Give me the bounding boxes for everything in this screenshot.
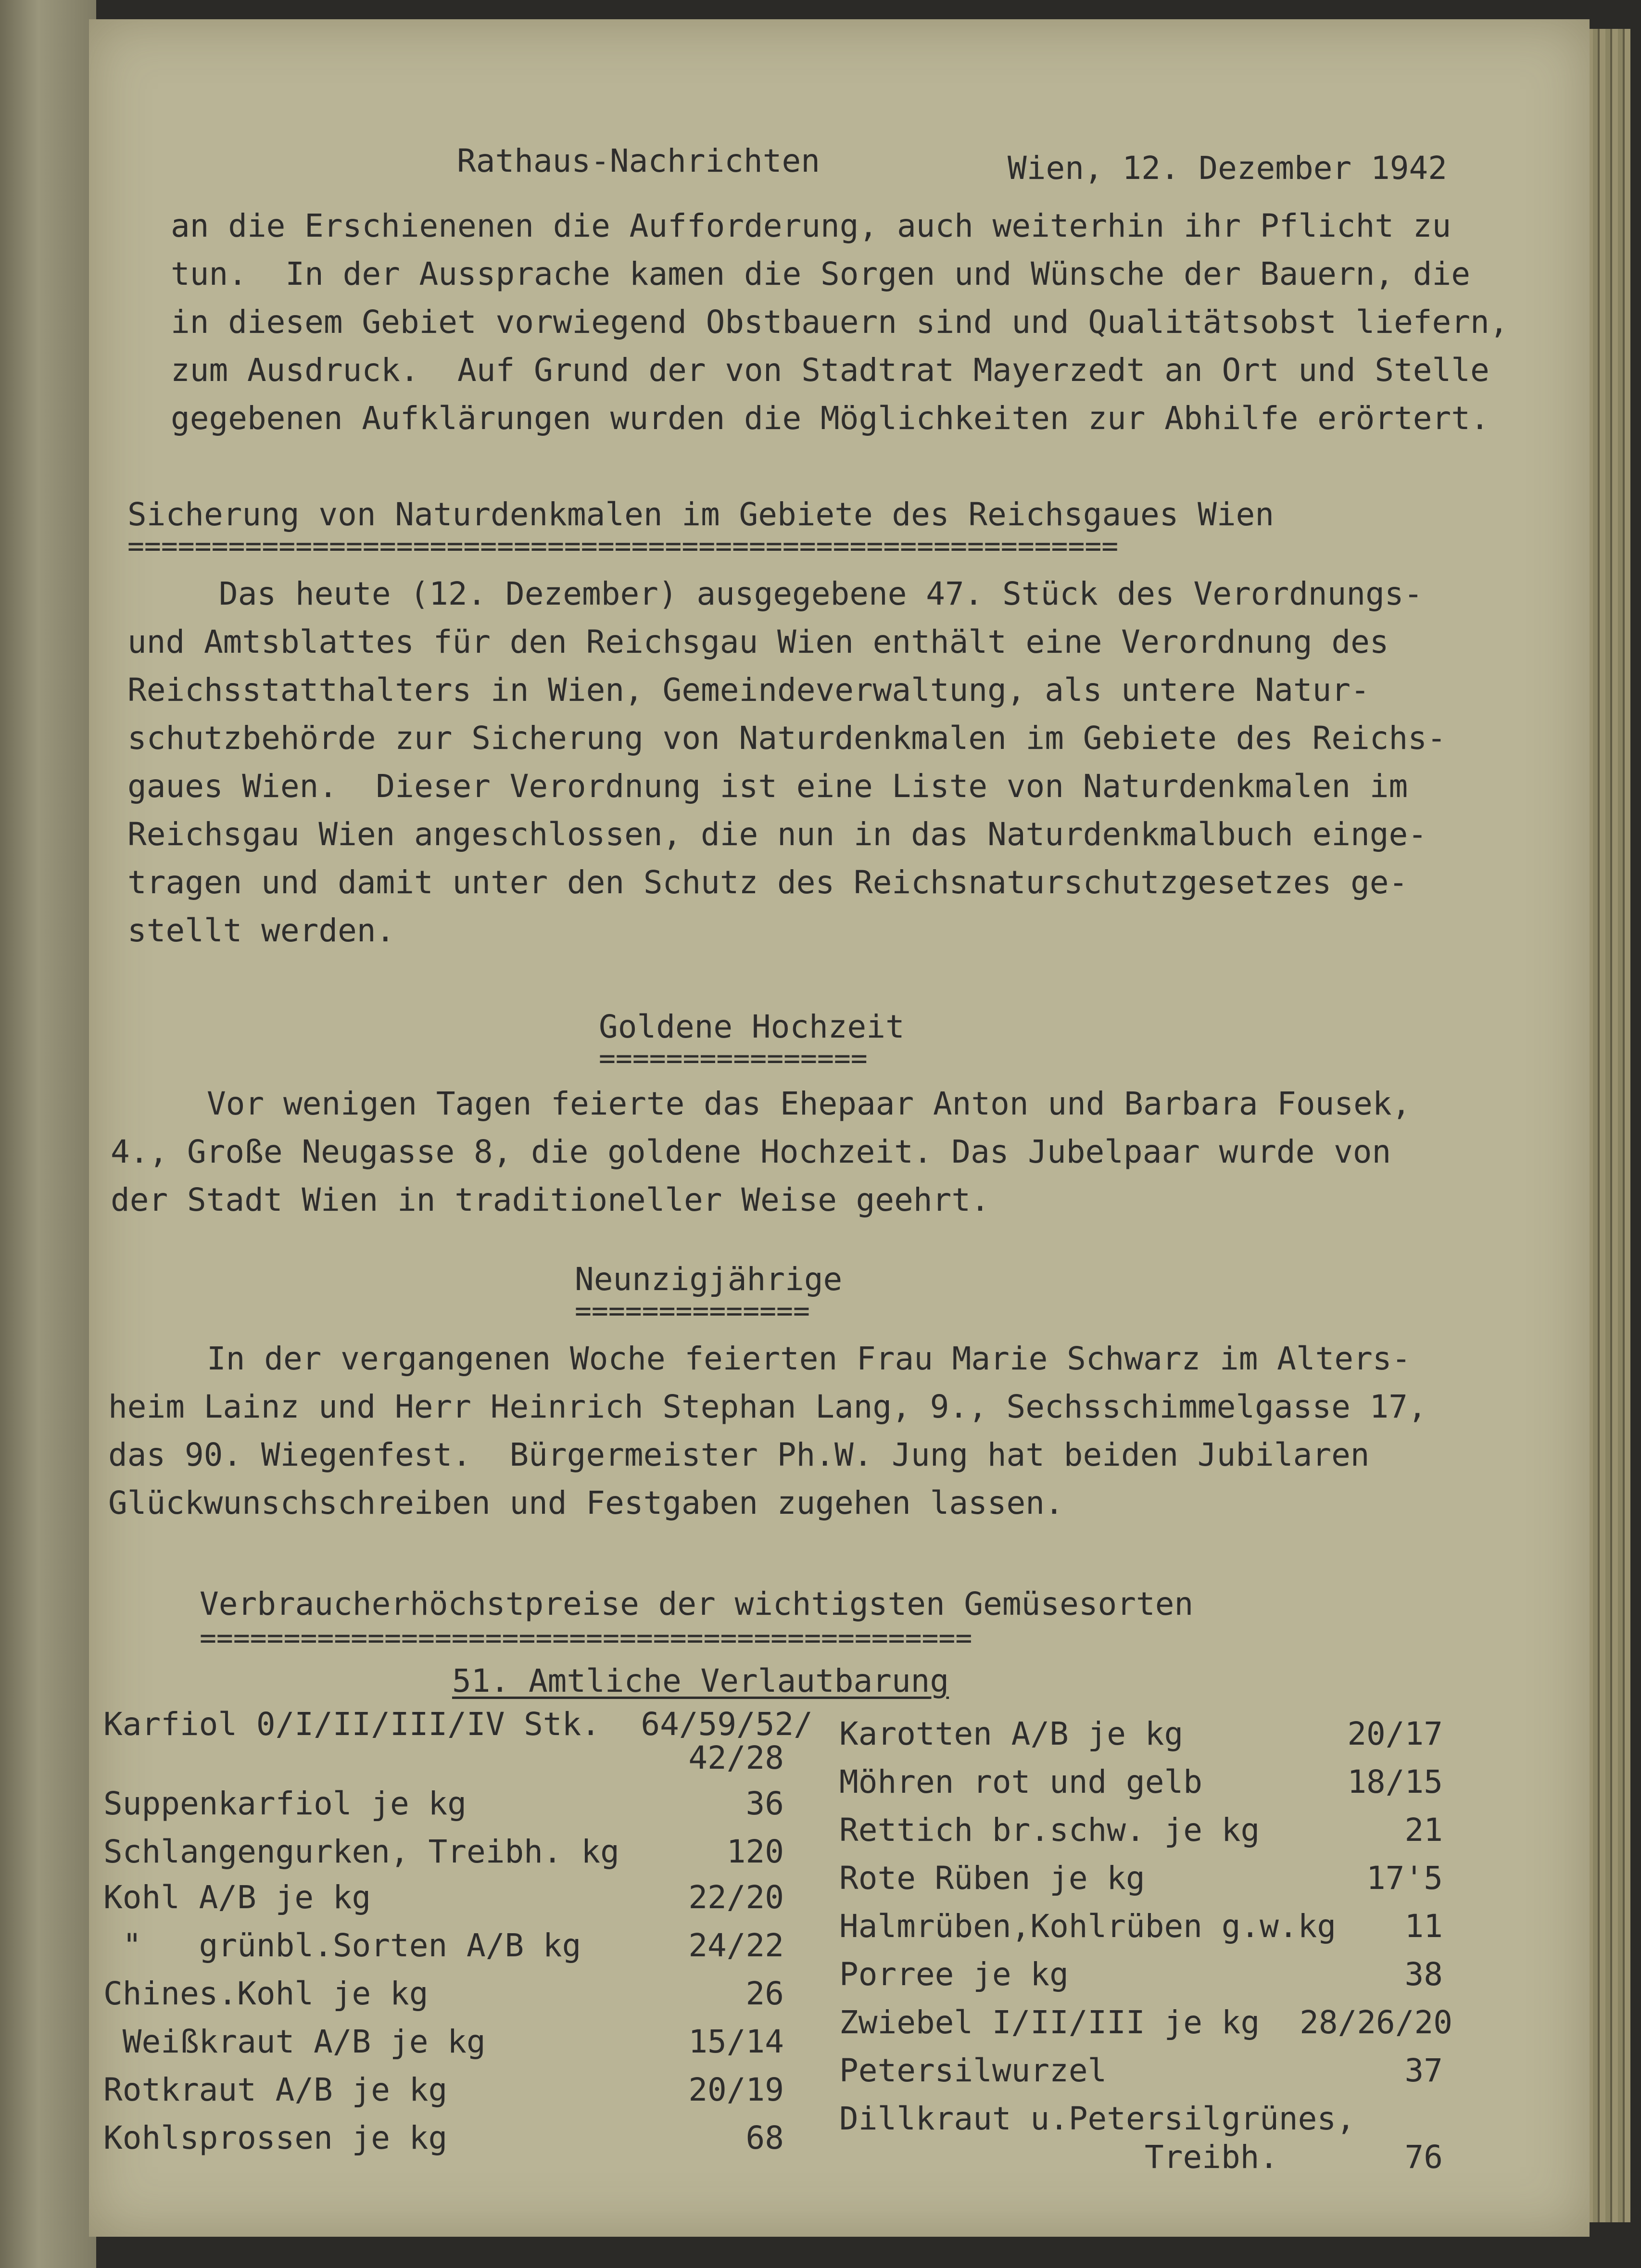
paragraph-line: und Amtsblattes für den Reichsgau Wien enthält eine Verordnung des [127,623,1389,660]
price-item-value: 17'5 [1366,1860,1443,1897]
heading-rule: ============== [575,1299,810,1323]
paragraph-line: Das heute (12. Dezember) ausgegebene 47. Stück des Verordnungs- [219,575,1423,612]
price-item-value: 120 [726,1833,784,1870]
price-item-name-continued: Treibh. [1145,2139,1279,2176]
price-item-value: 11 [1404,1908,1443,1945]
price-item-name: Porree je kg [839,1956,1069,1993]
price-list-subheading: 51. Amtliche Verlautbarung [452,1662,949,1699]
paragraph-line: Reichsstatthalters in Wien, Gemeindeverwaltung, als untere Natur- [127,672,1370,709]
paragraph-line: heim Lainz und Herr Heinrich Stephan Lang, 9., Sechsschimmelgasse 17, [108,1388,1427,1425]
price-item-name: Chines.Kohl je kg [103,1975,429,2012]
header-date: Wien, 12. Dezember 1942 [1008,150,1447,187]
header-title: Rathaus-Nachrichten [457,142,820,179]
price-item-name: Kohl A/B je kg [103,1879,371,1916]
price-item-name: Schlangengurken, Treibh. kg [103,1833,619,1870]
paragraph-line: In der vergangenen Woche feierten Frau Marie Schwarz im Alters- [207,1340,1411,1377]
section-heading-preise: Verbraucherhöchstpreise der wichtigsten Gemüsesorten [200,1585,1194,1622]
price-item-name: Karotten A/B je kg [839,1715,1184,1752]
price-item-name: Petersilwurzel [839,2052,1107,2089]
intro-line-1: an die Erschienenen die Aufforderung, auch weiterhin ihr Pflicht zu [171,207,1452,244]
price-item-value: 15/14 [688,2023,784,2060]
paragraph-line: gaues Wien. Dieser Verordnung ist eine Liste von Naturdenkmalen im [127,768,1408,805]
price-item-value: 37 [1404,2052,1443,2089]
section-heading-hochzeit: Goldene Hochzeit [599,1008,905,1045]
price-item-value: 26 [745,1975,784,2012]
paragraph-line: stellt werden. [127,912,395,949]
price-item-value: 28/26/20 [1300,2004,1452,2041]
price-item-value: 24/22 [688,1927,784,1964]
price-item-name: Rotkraut A/B je kg [103,2071,448,2108]
price-item-value: 20/17 [1347,1715,1443,1752]
heading-rule: ============================================== [200,1626,972,1650]
price-item-value: 36 [745,1785,784,1822]
price-item-name: Möhren rot und gelb [839,1763,1202,1800]
price-item-name: Weißkraut A/B je kg [103,2023,486,2060]
section-heading-naturdenkmale: Sicherung von Naturdenkmalen im Gebiete des Reichsgaues Wien [127,496,1275,533]
price-item-name: Halmrüben,Kohlrüben g.w.kg [839,1908,1337,1945]
price-item-name: Rote Rüben je kg [839,1860,1145,1897]
paragraph-line: Glückwunschschreiben und Festgaben zugehen lassen. [108,1484,1064,1521]
price-item-value: 22/20 [688,1879,784,1916]
intro-line-4: zum Ausdruck. Auf Grund der von Stadtrat Mayerzedt an Ort und Stelle [171,352,1490,389]
price-item-value: 76 [1404,2139,1443,2176]
price-item-value: 38 [1404,1956,1443,1993]
intro-line-2: tun. In der Aussprache kamen die Sorgen und Wünsche der Bauern, die [171,255,1471,292]
price-item-value: 18/15 [1347,1763,1443,1800]
paragraph-line: tragen und damit unter den Schutz des Reichsnaturschutzgesetzes ge- [127,864,1408,901]
price-item-name: Kohlsprossen je kg [103,2119,448,2156]
price-item-value: 42/28 [688,1739,784,1776]
heading-rule: ================ [599,1046,868,1070]
price-item-name: Karfiol 0/I/II/III/IV Stk. [103,1706,601,1743]
price-item-name: Zwiebel I/II/III je kg [839,2004,1260,2041]
price-item-name: Rettich br.schw. je kg [839,1812,1260,1849]
paragraph-line: der Stadt Wien in traditioneller Weise geehrt. [111,1181,990,1218]
paragraph-line: Vor wenigen Tagen feierte das Ehepaar Anton und Barbara Fousek, [207,1085,1411,1122]
price-item-value: 68 [745,2119,784,2156]
price-item-name: Dillkraut u.Petersilgrünes, [839,2100,1355,2137]
price-item-value: 64/59/52/ [641,1706,813,1743]
paragraph-line: schutzbehörde zur Sicherung von Naturdenkmalen im Gebiete des Reichs- [127,720,1446,757]
intro-line-3: in diesem Gebiet vorwiegend Obstbauern sind und Qualitätsobst liefern, [171,304,1509,341]
heading-rule: =========================================================== [127,534,1119,558]
section-heading-neunzig: Neunzigjährige [575,1261,843,1298]
intro-line-5: gegebenen Aufklärungen wurden die Möglichkeiten zur Abhilfe erörtert. [171,400,1490,437]
paragraph-line: Reichsgau Wien angeschlossen, die nun in das Naturdenkmalbuch einge- [127,816,1427,853]
paragraph-line: 4., Große Neugasse 8, die goldene Hochzeit. Das Jubelpaar wurde von [111,1133,1391,1170]
price-item-value: 20/19 [688,2071,784,2108]
price-item-name: Suppenkarfiol je kg [103,1785,467,1822]
price-item-value: 21 [1404,1812,1443,1849]
paragraph-line: das 90. Wiegenfest. Bürgermeister Ph.W. Jung hat beiden Jubilaren [108,1436,1370,1473]
facing-page-edge [0,0,96,2268]
price-item-name: " grünbl.Sorten A/B kg [103,1927,581,1964]
